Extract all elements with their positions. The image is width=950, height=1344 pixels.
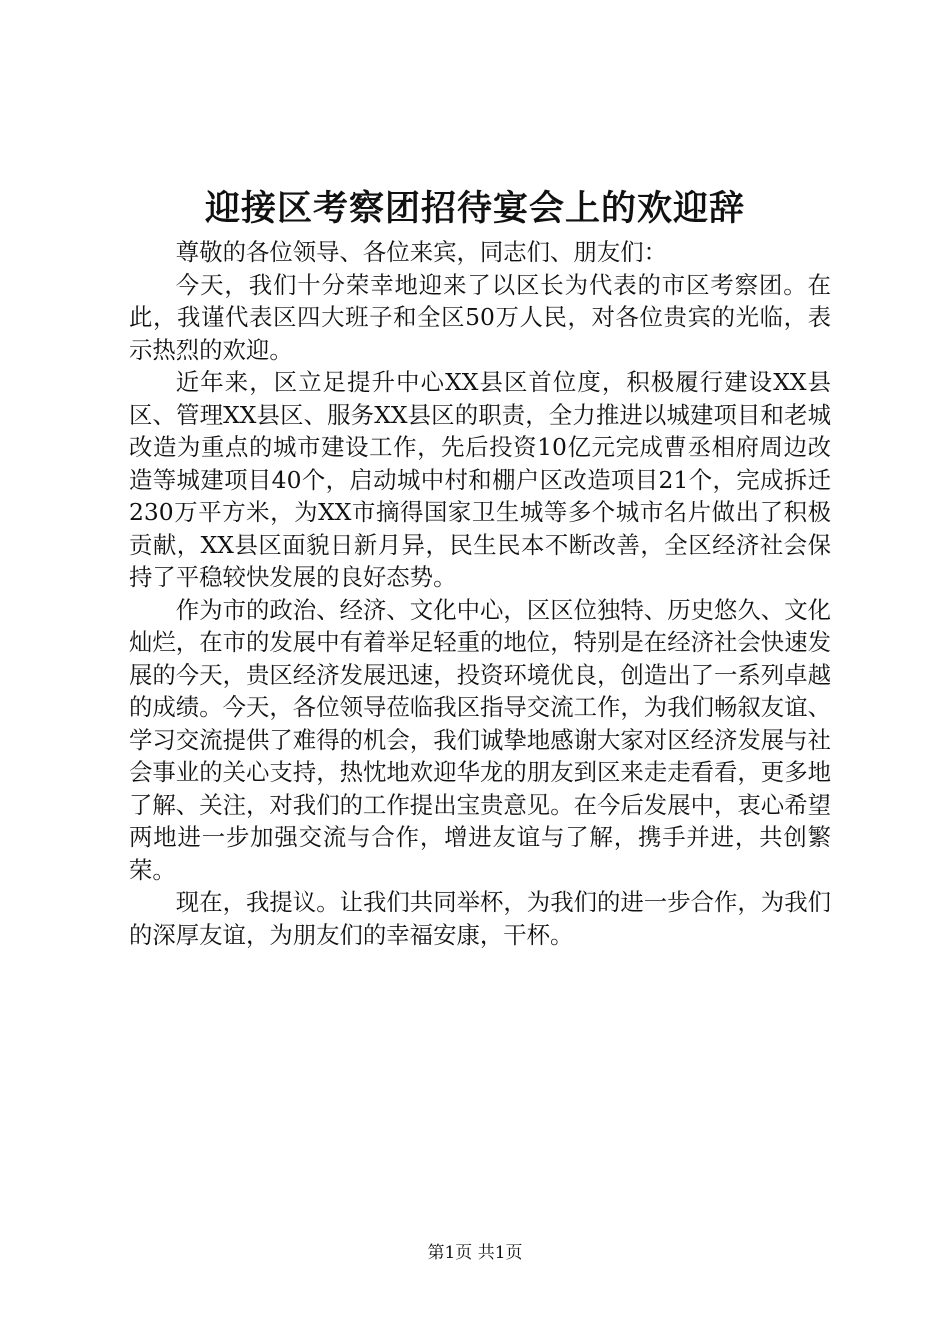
toast-paragraph: 现在，我提议。让我们共同举杯，为我们的进一步合作，为我们的深厚友谊，为朋友们的幸福安康，干杯。 xyxy=(129,888,831,949)
salutation-paragraph: 尊敬的各位领导、各位来宾，同志们、朋友们： xyxy=(175,238,667,266)
document-body xyxy=(129,236,831,951)
page-footer: 第1页 共1页 xyxy=(427,1243,523,1263)
welcome-paragraph: 今天，我们十分荣幸地迎来了以区长为代表的市区考察团。在此，我谨代表区四大班子和全区50万人民，对各位贵宾的光临，表示热烈的欢迎。 xyxy=(129,270,831,364)
achievements-paragraph: 近年来，区立足提升中心XX县区首位度，积极履行建设XX县区、管理XX县区、服务XX县区的职责，全力推进以城建项目和老城改造为重点的城市建设工作，先后投资10亿元完成曹丞相府周边改造等城建项目40个，启动城中村和棚户区改造项目21个，完成拆迁230万平方米，为XX市摘得国家卫生城等多个城市名片做出了积极贡献，XX县区面貌日新月异，民生民本不断改善，全区经济社会保持了平稳较快发展的良好态势。 xyxy=(129,368,831,591)
document-title: 迎接区考察团招待宴会上的欢迎辞 xyxy=(204,188,745,229)
cooperation-paragraph: 作为市的政治、经济、文化中心，区区位独特、历史悠久、文化灿烂，在市的发展中有着举足轻重的地位，特别是在经济社会快速发展的今天，贵区经济发展迅速，投资环境优良，创造出了一系列卓越的成绩。今天，各位领导莅临我区指导交流工作，为我们畅叙友谊、学习交流提供了难得的机会，我们诚挚地感谢大家对区经济发展与社会事业的关心支持，热忱地欢迎华龙的朋友到区来走走看看，更多地了解、关注，对我们的工作提出宝贵意见。在今后发展中，衷心希望两地进一步加强交流与合作，增进友谊与了解，携手并进，共创繁荣。 xyxy=(129,595,831,884)
